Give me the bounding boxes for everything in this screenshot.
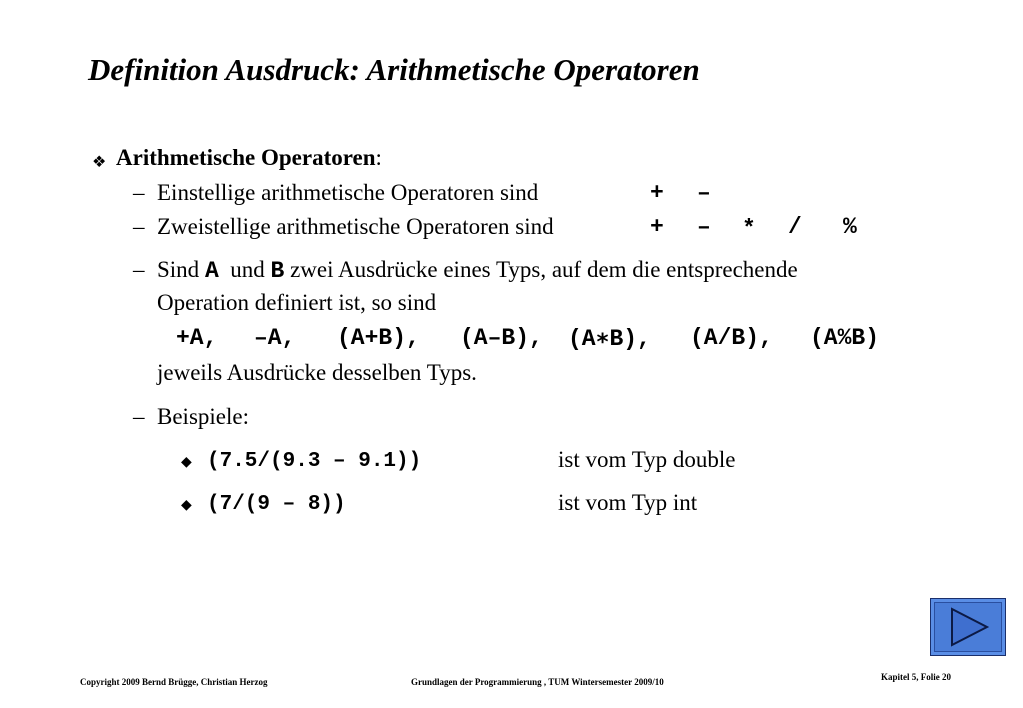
binary-op-plus: + (650, 214, 664, 240)
unary-op-plus: + (650, 180, 664, 206)
sind-line1 (157, 257, 798, 284)
page-title: Definition Ausdruck: Arithmetische Operatoren (88, 52, 700, 87)
section-heading-text: Arithmetische Operatoren (116, 145, 376, 170)
footer-slide-number: Kapitel 5, Folie 20 (881, 672, 951, 682)
unary-text: Einstellige arithmetische Operatoren sind (157, 180, 539, 205)
example-2-desc: ist vom Typ int (558, 490, 698, 515)
diamond-star-icon: ❖ (92, 154, 107, 171)
und-word: und (230, 257, 265, 282)
dash-binary: – (133, 214, 145, 239)
example-1-desc: ist vom Typ double (558, 447, 736, 472)
sind-line4: jeweils Ausdrücke desselben Typs. (157, 360, 477, 385)
expr-a: A (204, 258, 219, 284)
sind-line2: Operation definiert ist, so sind (157, 290, 437, 315)
example-1-expr: (7.5/(9.3 – 9.1)) (207, 450, 422, 473)
expr-a-times-b: (A∗B), (568, 326, 651, 352)
expr-a-div-b: (A/B), (690, 325, 773, 351)
example-2-expr: (7/(9 – 8)) (207, 493, 346, 516)
dash-sind: – (133, 257, 145, 282)
expr-a-mod-b: (A%B) (810, 325, 880, 351)
expr-plus-a: +A, (176, 325, 218, 351)
expr-a-minus-b: (A–B), (460, 325, 543, 351)
diamond-bullet-icon: ◆ (181, 455, 192, 470)
diamond-bullet-icon: ◆ (181, 498, 192, 513)
footer-course: Grundlagen der Programmierung , TUM Wintersemester 2009/10 (411, 677, 664, 687)
section-heading (116, 145, 382, 171)
expr-a-plus-b: (A+B), (337, 325, 420, 351)
binary-op-times: * (742, 216, 756, 242)
dash-unary: – (133, 180, 145, 205)
dash-examples: – (133, 404, 145, 429)
sind-rest: zwei Ausdrücke eines Typs, auf dem die entsprechende (290, 257, 798, 282)
sind-word: Sind (157, 257, 200, 282)
binary-op-divide: / (788, 214, 802, 240)
expr-minus-a: –A, (254, 325, 296, 351)
section-heading-colon: : (375, 145, 382, 170)
expr-b: B (270, 258, 285, 284)
binary-op-minus: – (697, 214, 711, 240)
examples-label: Beispiele: (157, 404, 249, 429)
next-slide-button[interactable] (930, 598, 1006, 656)
unary-op-minus: – (697, 180, 711, 206)
binary-text: Zweistellige arithmetische Operatoren sind (157, 214, 554, 239)
play-next-icon (931, 599, 1005, 655)
binary-op-modulo: % (843, 214, 857, 240)
footer-copyright: Copyright 2009 Bernd Brügge, Christian Herzog (80, 677, 268, 687)
